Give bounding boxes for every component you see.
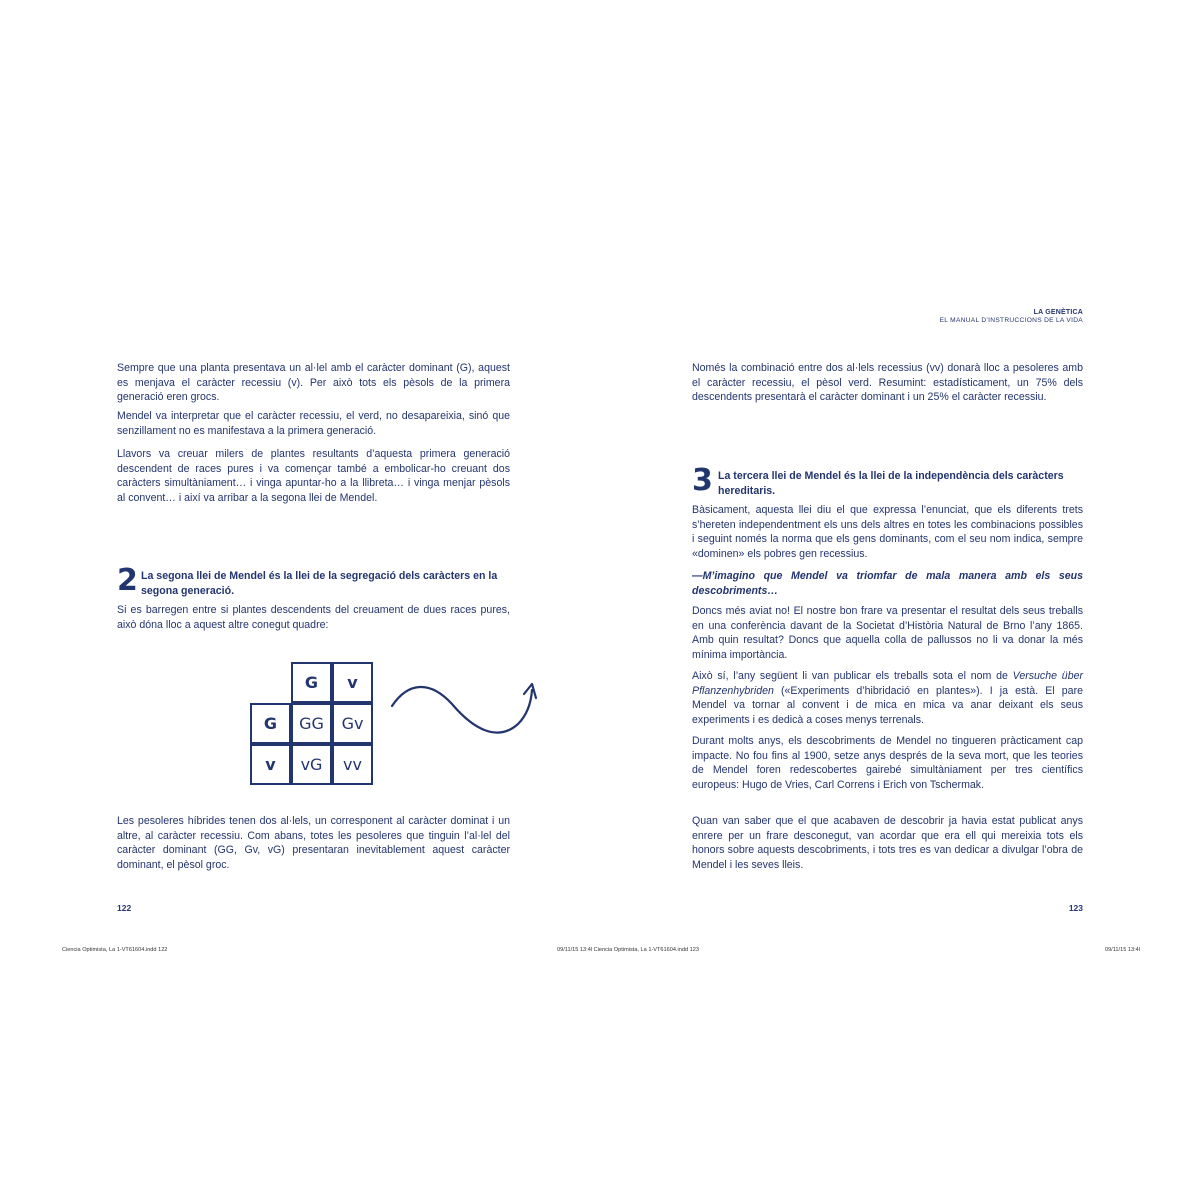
page-number-right: 123 (1068, 903, 1083, 913)
right-paragraph-6: Quan van saber que el que acabaven de descobrir ja havia estat publicat anys enrere per un frare desconegut, van acordar que era ell qui mereixia tots els honors sobre aquests descobriments, i tots tres es van dedicar a divulgar l’obra de Mendel i les seves lleis. (692, 815, 1083, 871)
slug-left: Ciencia Optimista, La 1-VT61604.indd 122 (62, 947, 168, 953)
right-paragraph-1: Només la combinació entre dos al·lels recessius (vv) donarà lloc a pesoleres amb el caràcter recessiu, el pèsol verd. Resumint: estadísticament, un 75% dels descendents presentarà el caràcter dominant i un 25% el caràcter recessiu. (692, 362, 1083, 404)
right-paragraph-4 (692, 669, 1083, 727)
wavy-arrow-icon (386, 676, 538, 748)
right-paragraph-2: Bàsicament, aquesta llei diu el que expressa l’enunciat, que els diferents trets s’hereten independentment els uns dels altres en totes les combinacions possibles i seguint només la norma que els gens dominants, com el seu nom indica, sempre «dominen» els pobres gen recessius. (692, 504, 1083, 560)
law-2-title: La segona llei de Mendel és la llei de la segregació dels caràcters en la segona generació. (141, 570, 498, 597)
left-paragraph-3: Llavors va creuar milers de plantes resultants d’aquesta primera generació descendent de races pures i va començar també a embolicar-ho creuant dos caràcters simultàniament… i vinga apuntar-ho a la llibreta… i vinga menjar pèsols al convent… i així va arribar a la segona llei de Mendel. (117, 448, 510, 504)
slug-right: 09/11/15 13:4l (1104, 947, 1140, 953)
right-paragraph-4-end: («Experiments d’hibridació en plantes»). I ja està. El pare Mendel va tornar al convent i de mica en mica va anar deixant els seus experiments i es dedicà a coses menys terrenals. (692, 684, 1083, 726)
punnett-col-header-1: G (291, 662, 332, 703)
running-header-title: LA GENÈTICA (1033, 309, 1083, 316)
left-paragraph-1: Sempre que una planta presentava un al·lel amb el caràcter dominant (G), aquest es menjava el caràcter recessiu (v). Per això tots els pèsols de la primera generació eren grocs. (117, 362, 510, 404)
punnett-col-header-2: v (332, 662, 373, 703)
left-paragraph-4: Si es barregen entre si plantes descendents del creuament de dues races pures, això dóna lloc a aquest altre conegut quadre: (117, 604, 510, 631)
running-header-subtitle: EL MANUAL D’INSTRUCCIONS DE LA VIDA (939, 317, 1083, 324)
right-paragraph-5: Durant molts anys, els descobriments de Mendel no tingueren pràcticament cap impacte. No fou fins al 1900, setze anys després de la seva mort, que les teories de Mendel foren redescobertes gairebé simultàniament per tres científics europeus: Hugo de Vries, Carl Correns i Erich von Tschermak. (692, 735, 1083, 791)
law-2-number: 2 (117, 563, 138, 598)
punnett-cell-vv: vv (332, 744, 373, 785)
book-title-italic: Versuche über Pflanzenhybriden (692, 670, 1083, 697)
punnett-cell-vg: vG (291, 744, 332, 785)
punnett-cell-gg: GG (291, 703, 332, 744)
left-paragraph-2: Mendel va interpretar que el caràcter recessiu, el verd, no desapareixia, sinó que senzillament no es manifestava a la primera generació. (117, 410, 510, 437)
right-paragraph-3: Doncs més aviat no! El nostre bon frare va presentar el resultat dels seus treballs en una conferència davant de la Societat d’Història Natural de Brno l’any 1865. Amb quin resultat? Doncs que aquella colla de pallussos no li va donar la més mínima importància. (692, 605, 1083, 661)
left-paragraph-5: Les pesoleres híbrides tenen dos al·lels, un corresponent al caràcter dominat i un altre, al caràcter recessiu. Com abans, totes les pesoleres que tinguin l’al·lel del caràcter dominant (GG, Gv, vG) presentaran inevitablement aquest caràcter dominant, el pèsol groc. (117, 815, 510, 871)
punnett-cell-gv: Gv (332, 703, 373, 744)
law-3-number: 3 (692, 463, 713, 498)
punnett-row-header-2: v (250, 744, 291, 785)
punnett-row-header-1: G (250, 703, 291, 744)
page-number-left: 122 (117, 903, 132, 913)
law-3-title: La tercera llei de Mendel és la llei de la independència dels caràcters hereditaris. (718, 470, 1064, 497)
slug-middle: 09/11/15 13:4l Ciencia Optimista, La 1-VT61604.indd 123 (557, 947, 700, 953)
right-quote: —M’imagino que Mendel va triomfar de mala manera amb els seus descobriments… (692, 570, 1083, 597)
right-paragraph-4-start: Això sí, l’any següent li van publicar els treballs sota el nom de (692, 670, 1013, 682)
